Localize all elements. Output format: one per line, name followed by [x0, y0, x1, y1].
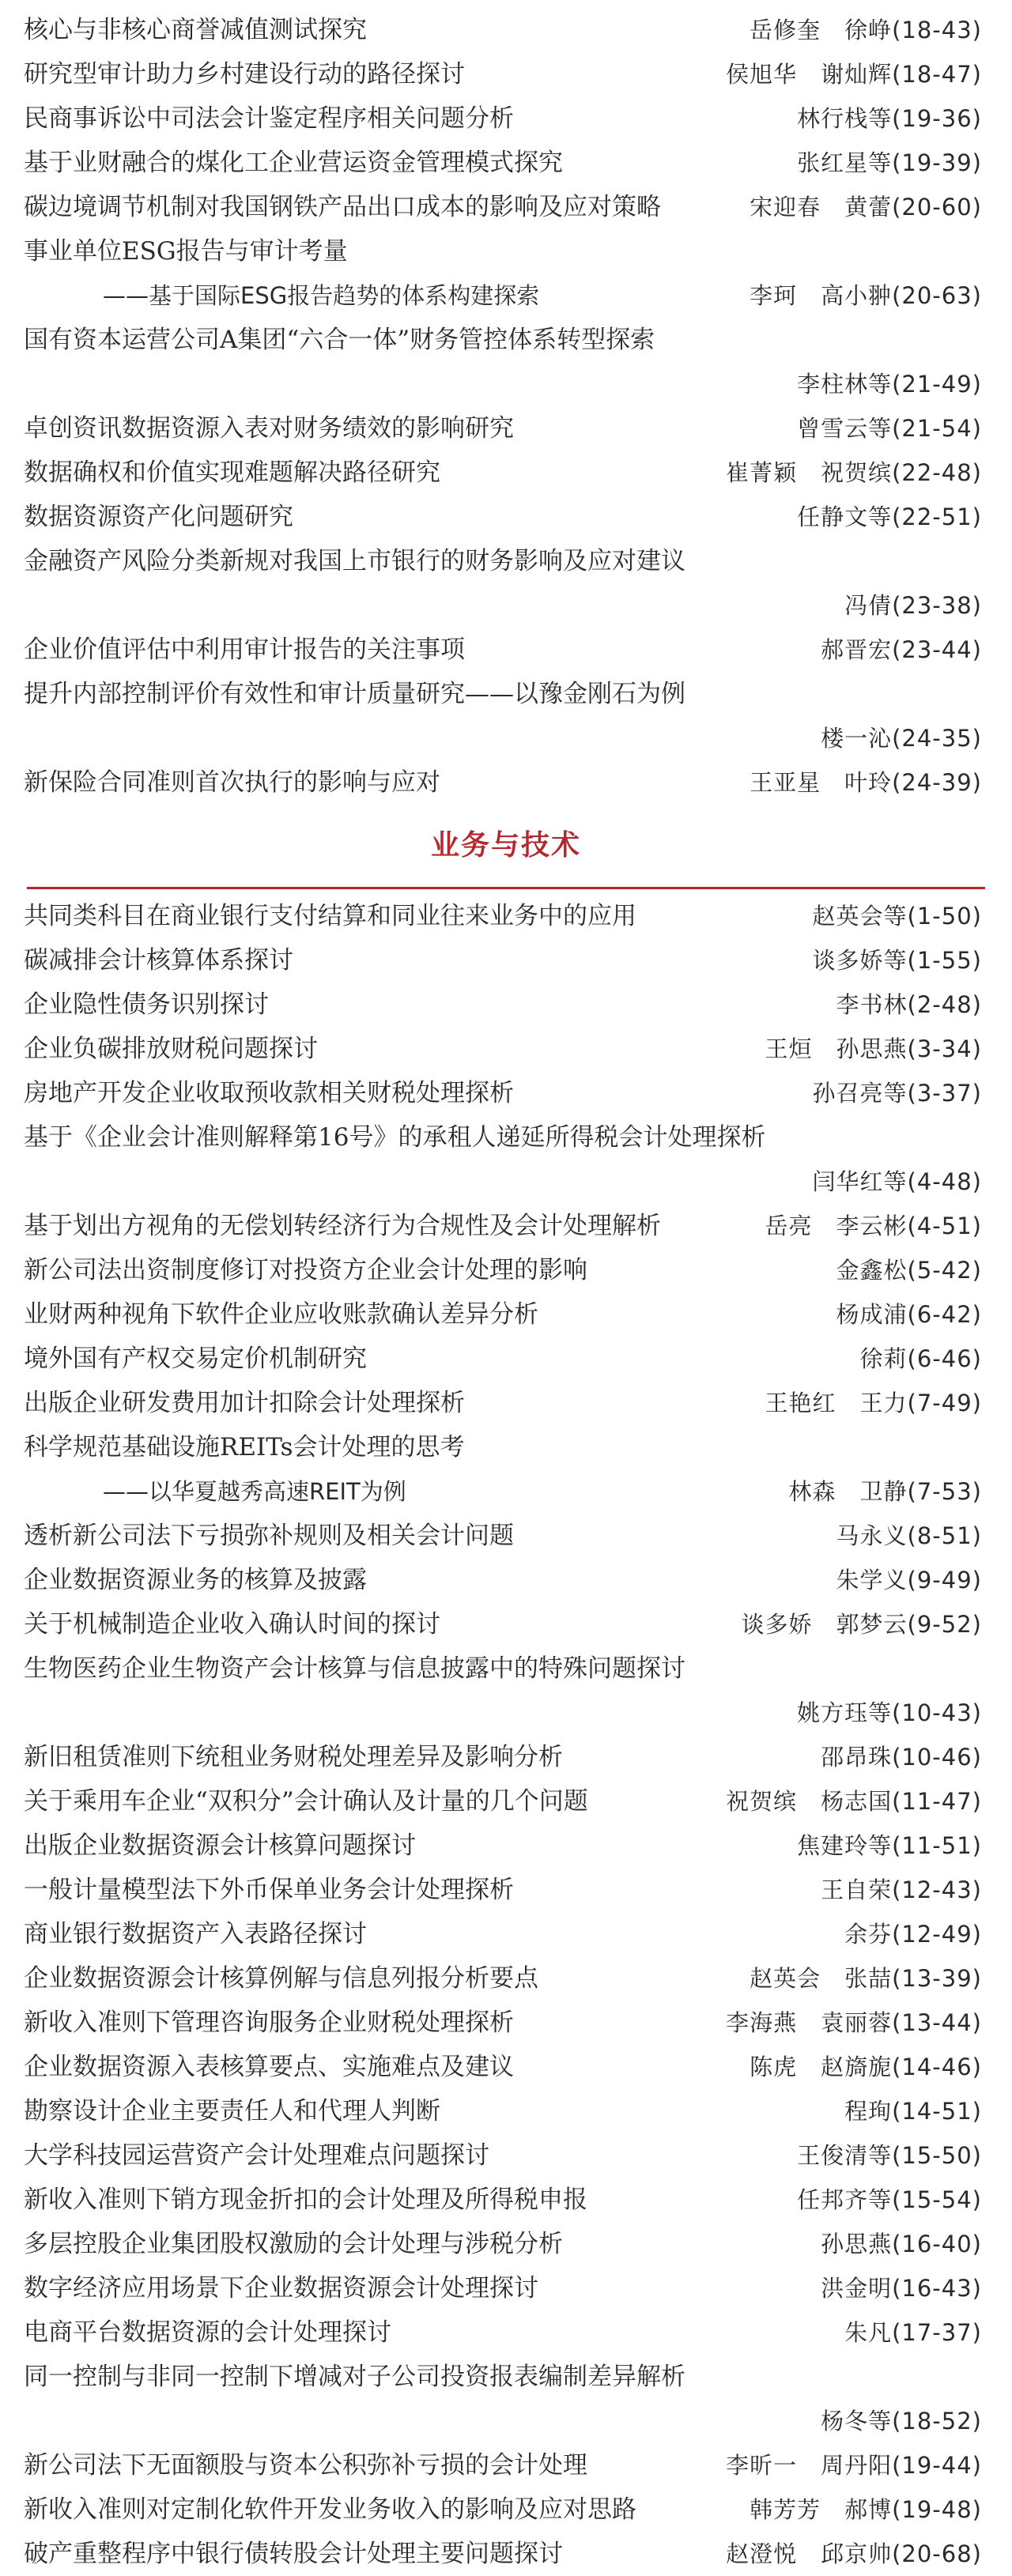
article-entry [24, 2001, 988, 2045]
article-author-issue: 王亚星 叶玲(24-39) [750, 769, 982, 796]
article-author-issue: 邵昂珠(10-46) [821, 1744, 982, 1771]
article-author-issue: 曾雪云等(21-54) [797, 415, 982, 442]
article-title: 事业单位ESG报告与审计考量 [24, 237, 348, 266]
article-title: 企业负碳排放财税问题探讨 [24, 1035, 318, 1063]
article-author-issue: 李珂 高小翀(20-63) [750, 282, 982, 309]
article-entry [24, 938, 988, 983]
article-title: 基于《企业会计准则解释第16号》的承租人递延所得税会计处理探析 [24, 1123, 766, 1152]
article-entry [24, 1337, 988, 1381]
article-author-issue: 赵英会等(1-50) [812, 903, 982, 930]
article-entry [24, 406, 988, 451]
article-title: 科学规范基础设施REITs会计处理的思考 [24, 1433, 465, 1461]
article-author-issue: 孙思燕(16-40) [821, 2231, 982, 2257]
article-author-issue: 侯旭华 谢灿辉(18-47) [726, 61, 982, 88]
article-author-issue: 王自荣(12-43) [821, 1876, 982, 1903]
section-divider [27, 887, 985, 889]
article-entry [24, 2178, 988, 2222]
article-entry [24, 8, 988, 52]
article-author-issue: 祝贺缤 杨志国(11-47) [726, 1788, 982, 1815]
article-title: 金融资产风险分类新规对我国上市银行的财务影响及应对建议 [24, 547, 685, 575]
article-entry [24, 983, 988, 1027]
article-title: 新收入准则下管理咨询服务企业财税处理探析 [24, 2008, 514, 2037]
article-subtitle: ——以华夏越秀高速REIT为例 [103, 1478, 406, 1505]
article-author-issue: 李书林(2-48) [836, 991, 982, 1018]
article-entry [24, 1912, 988, 1956]
article-author-issue: 韩芳芳 郝博(19-48) [750, 2496, 982, 2523]
article-entry [24, 318, 988, 406]
article-entry [24, 1425, 988, 1514]
article-title: 数字经济应用场景下企业数据资源会计处理探讨 [24, 2274, 538, 2303]
article-entry [24, 1292, 988, 1337]
article-title: 关于机械制造企业收入确认时间的探讨 [24, 1610, 440, 1639]
article-author-issue: 任静文等(22-51) [797, 504, 982, 530]
article-author-issue: 林行栈等(19-36) [797, 105, 982, 132]
article-author-issue: 任邦齐等(15-54) [797, 2186, 982, 2213]
article-entry [24, 1248, 988, 1292]
article-author-issue: 李柱林等(21-49) [797, 371, 982, 398]
article-title: 基于业财融合的煤化工企业营运资金管理模式探究 [24, 149, 563, 177]
article-entry [24, 760, 988, 805]
article-author-issue: 王烜 孙思燕(3-34) [765, 1035, 982, 1062]
article-author-issue: 赵澄悦 邱京帅(20-68) [726, 2540, 982, 2567]
article-author-issue: 陈虎 赵旖旎(14-46) [750, 2054, 982, 2080]
article-entry [24, 229, 988, 318]
article-author-issue: 朱凡(17-37) [844, 2319, 982, 2346]
article-entry [24, 52, 988, 96]
article-author-issue: 王俊清等(15-50) [797, 2142, 982, 2169]
article-author-issue: 洪金明(16-43) [821, 2275, 982, 2302]
article-author-issue: 林森 卫静(7-53) [788, 1478, 982, 1505]
article-entry [24, 1381, 988, 1425]
article-author-issue: 李海燕 袁丽蓉(13-44) [726, 2009, 982, 2036]
article-list-business-tech [24, 894, 988, 2576]
article-author-issue: 崔菁颖 祝贺缤(22-48) [726, 459, 982, 486]
article-entry [24, 628, 988, 672]
article-title: 新保险合同准则首次执行的影响与应对 [24, 768, 440, 797]
article-title: 核心与非核心商誉减值测试探究 [24, 16, 367, 44]
article-entry [24, 1779, 988, 1824]
article-entry [24, 2443, 988, 2487]
article-author-issue: 李昕一 周丹阳(19-44) [726, 2452, 982, 2479]
article-entry [24, 451, 988, 495]
article-author-issue: 朱学义(9-49) [836, 1567, 982, 1593]
article-author-issue: 楼一沁(24-35) [821, 725, 982, 752]
article-title: 勘察设计企业主要责任人和代理人判断 [24, 2097, 440, 2125]
article-entry [24, 1956, 988, 2001]
article-title: 大学科技园运营资产会计处理难点问题探讨 [24, 2141, 489, 2170]
article-title: 企业数据资源业务的核算及披露 [24, 1566, 367, 1594]
article-title: 企业数据资源会计核算例解与信息列报分析要点 [24, 1964, 538, 1993]
article-title: 卓创资讯数据资源入表对财务绩效的影响研究 [24, 414, 514, 443]
article-title: 破产重整程序中银行债转股会计处理主要问题探讨 [24, 2540, 563, 2568]
article-entry [24, 2266, 988, 2310]
article-title: 电商平台数据资源的会计处理探讨 [24, 2318, 391, 2347]
article-title: 新公司法下无面额股与资本公积弥补亏损的会计处理 [24, 2451, 587, 2480]
article-title: 业财两种视角下软件企业应收账款确认差异分析 [24, 1300, 538, 1329]
article-entry [24, 2355, 988, 2443]
article-entry [24, 894, 988, 938]
article-title: 企业价值评估中利用审计报告的关注事项 [24, 636, 465, 664]
article-title: 国有资本运营公司A集团“六合一体”财务管控体系转型探索 [24, 326, 655, 354]
article-author-issue: 焦建玲等(11-51) [797, 1832, 982, 1859]
article-title: 出版企业数据资源会计核算问题探讨 [24, 1831, 416, 1860]
article-list-top [24, 8, 988, 805]
article-entry [24, 2089, 988, 2133]
article-author-issue: 宋迎春 黄蕾(20-60) [750, 194, 982, 221]
article-entry [24, 1027, 988, 1071]
article-entry [24, 185, 988, 229]
article-entry [24, 495, 988, 539]
article-author-issue: 余芬(12-49) [844, 1921, 982, 1948]
article-title: 数据确权和价值实现难题解决路径研究 [24, 458, 440, 487]
article-author-issue: 姚方珏等(10-43) [797, 1699, 982, 1726]
article-entry [24, 2487, 988, 2532]
article-entry [24, 1824, 988, 1868]
article-author-issue: 徐莉(6-46) [859, 1345, 982, 1372]
article-author-issue: 程珣(14-51) [844, 2098, 982, 2125]
article-author-issue: 金鑫松(5-42) [836, 1257, 982, 1284]
article-subtitle: ——基于国际ESG报告趋势的体系构建探索 [103, 282, 540, 309]
article-author-issue: 杨冬等(18-52) [821, 2408, 982, 2435]
article-title: 一般计量模型法下外币保单业务会计处理探析 [24, 1876, 514, 1904]
article-author-issue: 谈多娇 郭梦云(9-52) [741, 1611, 982, 1638]
article-entry [24, 672, 988, 760]
article-author-issue: 闫华红等(4-48) [812, 1168, 982, 1195]
article-entry [24, 1646, 988, 1735]
article-title: 新旧租赁准则下统租业务财税处理差异及影响分析 [24, 1743, 563, 1771]
article-entry [24, 2045, 988, 2089]
article-title: 透析新公司法下亏损弥补规则及相关会计问题 [24, 1522, 514, 1550]
article-entry [24, 539, 988, 628]
article-title: 商业银行数据资产入表路径探讨 [24, 1920, 367, 1948]
article-entry [24, 96, 988, 141]
article-title: 数据资源资产化问题研究 [24, 503, 293, 531]
article-title: 碳减排会计核算体系探讨 [24, 946, 293, 975]
article-author-issue: 岳修奎 徐峥(18-43) [750, 17, 982, 43]
article-title: 房地产开发企业收取预收款相关财税处理探析 [24, 1079, 514, 1107]
article-title: 多层控股企业集团股权激励的会计处理与涉税分析 [24, 2230, 563, 2258]
article-author-issue: 杨成浦(6-42) [836, 1301, 982, 1328]
article-title: 生物医药企业生物资产会计核算与信息披露中的特殊问题探讨 [24, 1654, 685, 1683]
article-title: 新收入准则对定制化软件开发业务收入的影响及应对思路 [24, 2495, 636, 2524]
article-title: 境外国有产权交易定价机制研究 [24, 1345, 367, 1373]
article-entry [24, 2222, 988, 2266]
article-title: 同一控制与非同一控制下增减对子公司投资报表编制差异解析 [24, 2363, 685, 2391]
article-entry [24, 1204, 988, 1248]
article-title: 碳边境调节机制对我国钢铁产品出口成本的影响及应对策略 [24, 193, 661, 221]
article-title: 关于乘用车企业“双积分”会计确认及计量的几个问题 [24, 1787, 588, 1816]
article-title: 研究型审计助力乡村建设行动的路径探讨 [24, 60, 465, 89]
article-title: 企业隐性债务识别探讨 [24, 990, 269, 1019]
article-author-issue: 王艳红 王力(7-49) [765, 1390, 982, 1416]
article-entry [24, 1602, 988, 1646]
article-entry [24, 2310, 988, 2355]
article-title: 共同类科目在商业银行支付结算和同业往来业务中的应用 [24, 902, 636, 930]
section-title: 业务与技术 [430, 829, 581, 862]
article-entry [24, 1071, 988, 1115]
article-entry [24, 2133, 988, 2178]
article-title: 新收入准则下销方现金折扣的会计处理及所得税申报 [24, 2186, 587, 2214]
article-author-issue: 孙召亮等(3-37) [812, 1080, 982, 1107]
article-title: 出版企业研发费用加计扣除会计处理探析 [24, 1389, 465, 1417]
article-author-issue: 谈多娇等(1-55) [812, 947, 982, 974]
article-author-issue: 郝晋宏(23-44) [821, 636, 982, 663]
article-entry [24, 1735, 988, 1779]
article-author-issue: 冯倩(23-38) [844, 592, 982, 619]
article-title: 提升内部控制评价有效性和审计质量研究——以豫金刚石为例 [24, 680, 685, 708]
article-entry [24, 1115, 988, 1204]
article-entry [24, 141, 988, 185]
article-entry [24, 1514, 988, 1558]
article-author-issue: 赵英会 张喆(13-39) [750, 1965, 982, 1992]
article-title: 基于划出方视角的无偿划转经济行为合规性及会计处理解析 [24, 1212, 661, 1240]
article-entry [24, 2532, 988, 2576]
article-title: 新公司法出资制度修订对投资方企业会计处理的影响 [24, 1256, 587, 1284]
article-entry [24, 1868, 988, 1912]
article-title: 民商事诉讼中司法会计鉴定程序相关问题分析 [24, 104, 514, 133]
article-author-issue: 马永义(8-51) [836, 1522, 982, 1549]
article-author-issue: 岳亮 李云彬(4-51) [765, 1213, 982, 1239]
article-title: 企业数据资源入表核算要点、实施难点及建议 [24, 2053, 514, 2081]
section-header-business-tech [24, 805, 988, 889]
article-author-issue: 张红星等(19-39) [797, 149, 982, 176]
article-entry [24, 1558, 988, 1602]
